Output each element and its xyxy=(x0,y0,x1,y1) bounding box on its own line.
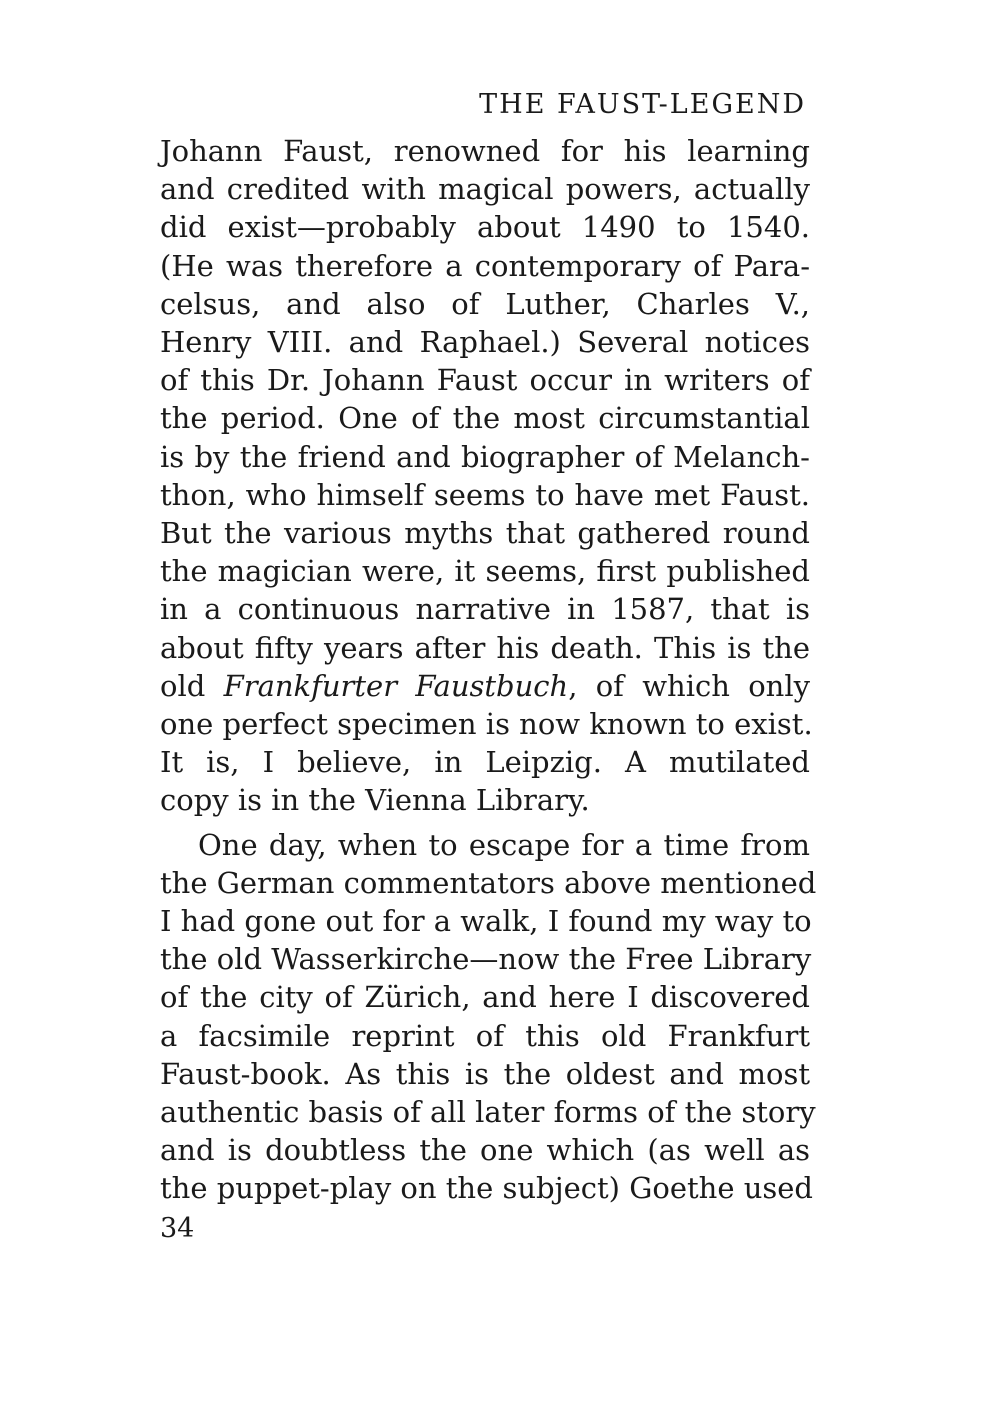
text-line: one perfect specimen is now known to exist. xyxy=(160,707,813,742)
text-line: about fifty years after his death. This is the xyxy=(160,630,810,665)
paragraph-2 xyxy=(160,826,817,1208)
text-line: and is doubtless the one which (as well as xyxy=(160,1133,810,1168)
text-line: Faust-book. As this is the oldest and most xyxy=(160,1056,810,1091)
text-line: authentic basis of all later forms of the story xyxy=(160,1095,816,1130)
text-line: But the various myths that gathered round xyxy=(160,516,810,551)
text-line: a facsimile reprint of this old Frankfurt xyxy=(160,1018,810,1053)
text-line: celsus, and also of Luther, Charles V., xyxy=(160,286,810,321)
text-line: the German commentators above mentioned xyxy=(160,865,817,900)
text-line: the old Wasserkirche—now the Free Library xyxy=(160,942,812,977)
text-line: I had gone out for a walk, I found my way to xyxy=(160,904,812,939)
text-line-with-title xyxy=(160,667,810,705)
line-prefix: old xyxy=(160,668,224,703)
page-number: 34 xyxy=(160,1212,195,1244)
text-line: the period. One of the most circumstantial xyxy=(160,401,810,436)
text-line: of this Dr. Johann Faust occur in writers of xyxy=(160,363,810,398)
text-line: is by the friend and biographer of Melanch- xyxy=(160,439,810,474)
text-line: It is, I believe, in Leipzig. A mutilated xyxy=(160,745,810,780)
book-title-italic: Frankfurter Faustbuch xyxy=(223,668,569,703)
text-line: and credited with magical powers, actually xyxy=(160,172,810,207)
text-line: the magician were, it seems, first published xyxy=(160,554,810,589)
text-line: (He was therefore a contemporary of Para- xyxy=(160,248,810,283)
running-head: THE FAUST-LEGEND xyxy=(479,89,806,120)
text-line: did exist—probably about 1490 to 1540. xyxy=(160,210,810,245)
text-line: thon, who himself seems to have met Faust. xyxy=(160,477,810,512)
paragraph-1 xyxy=(160,132,813,820)
line-suffix: , of which only xyxy=(568,668,810,703)
text-line: in a continuous narrative in 1587, that is xyxy=(160,592,810,627)
text-line: Johann Faust, renowned for his learning xyxy=(160,134,810,168)
text-line: copy is in the Vienna Library. xyxy=(160,783,590,818)
text-line: the puppet-play on the subject) Goethe used xyxy=(160,1171,813,1206)
book-page xyxy=(160,88,817,1246)
text-line: Henry VIII. and Raphael.) Several notices xyxy=(160,325,810,360)
text-line: One day, when to escape for a time from xyxy=(198,827,810,862)
text-line: of the city of Zürich, and here I discovered xyxy=(160,980,810,1015)
